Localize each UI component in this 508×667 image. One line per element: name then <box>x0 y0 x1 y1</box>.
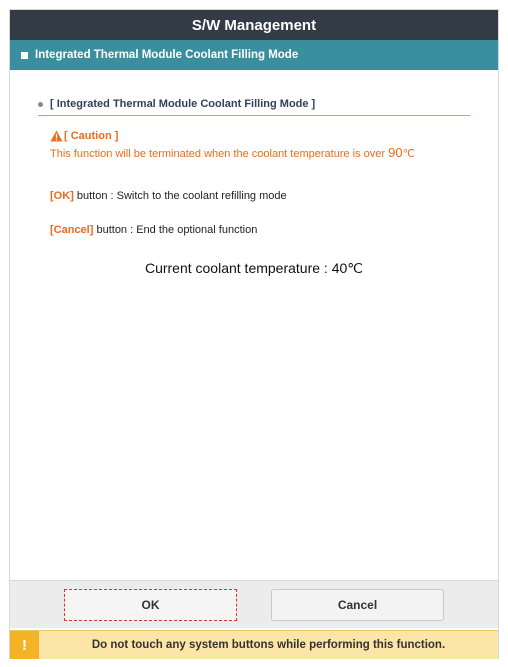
instruction-cancel-text: button : End the optional function <box>96 224 258 236</box>
sw-management-window <box>9 9 499 659</box>
cancel-button[interactable]: Cancel <box>271 589 444 621</box>
caution-title-text: [ Caution ] <box>64 130 119 142</box>
dot-bullet-icon <box>38 102 43 107</box>
warning-bar <box>10 630 498 659</box>
instruction-ok-key: [OK] <box>50 190 74 202</box>
square-bullet-icon <box>21 52 28 59</box>
warning-message: Do not touch any system buttons while performing this function. <box>91 639 446 651</box>
caution-message: This function will be terminated when the coolant temperature is over <box>50 148 386 160</box>
subheader-bar <box>10 40 498 70</box>
section-heading <box>38 98 470 116</box>
exclamation-icon: ! <box>10 631 39 659</box>
caution-temp-unit: ℃ <box>402 148 415 160</box>
caution-block <box>50 130 470 160</box>
caution-title <box>50 130 470 142</box>
caution-text <box>50 145 470 160</box>
current-temperature <box>38 260 470 277</box>
subheader-title: Integrated Thermal Module Coolant Filling Mode <box>35 49 299 61</box>
main-content <box>10 98 498 277</box>
ok-button[interactable]: OK <box>64 589 237 621</box>
current-temp-label: Current coolant temperature : <box>144 260 328 276</box>
instruction-cancel-key: [Cancel] <box>50 224 94 236</box>
current-temp-unit: ℃ <box>347 260 364 276</box>
caution-temp-value: 90 <box>388 145 403 160</box>
window-title-text: S/W Management <box>191 16 317 34</box>
instruction-cancel <box>50 224 470 236</box>
instruction-ok-text: button : Switch to the coolant refilling mode <box>76 190 287 202</box>
instruction-ok <box>50 190 470 202</box>
warning-triangle-icon <box>50 130 63 142</box>
button-bar <box>10 580 498 628</box>
current-temp-value: 40 <box>331 260 348 276</box>
window-title <box>10 10 498 40</box>
section-heading-text: [ Integrated Thermal Module Coolant Filling Mode ] <box>50 98 316 110</box>
